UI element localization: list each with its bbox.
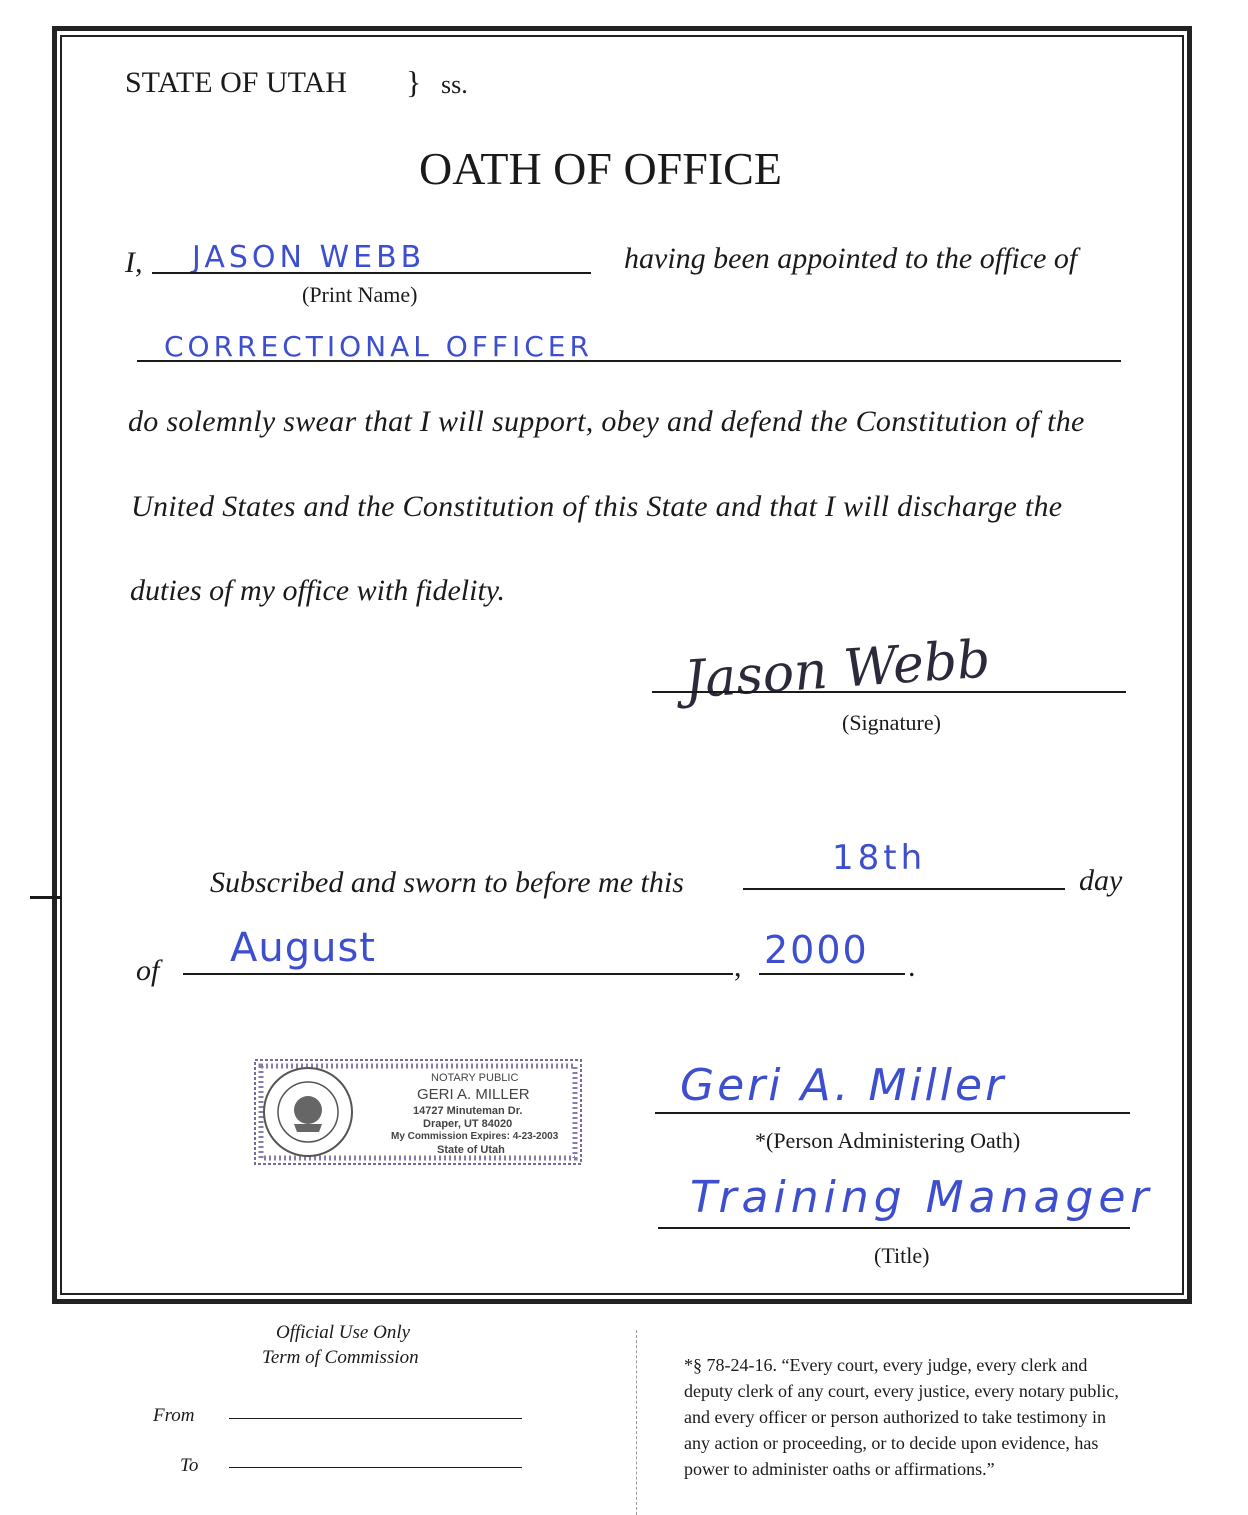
statute-line-4: any action or proceeding, or to decide upon evidence, has xyxy=(684,1433,1099,1453)
from-label: From xyxy=(153,1405,195,1426)
day-line xyxy=(743,888,1065,890)
office-handwritten: CORRECTIONAL OFFICER xyxy=(164,330,593,363)
term-of-commission-heading: Term of Commission xyxy=(262,1347,419,1368)
appointed-text: having been appointed to the office of xyxy=(624,242,1078,275)
oath-line-1: do solemnly swear that I will support, obey and defend the Constitution of the xyxy=(128,405,1085,438)
office-line xyxy=(137,360,1121,362)
margin-mark xyxy=(30,896,62,899)
period: . xyxy=(908,950,916,983)
signature-handwritten: Jason Webb xyxy=(682,629,993,711)
stamp-address: 14727 Minuteman Dr. xyxy=(413,1105,523,1117)
statute-line-5: power to administer oaths or affirmations.” xyxy=(684,1459,995,1479)
oath-line-2: United States and the Constitution of this State and that I will discharge the xyxy=(131,490,1063,523)
i-prefix: I, xyxy=(125,246,143,279)
to-label: To xyxy=(180,1455,199,1476)
stamp-city: Draper, UT 84020 xyxy=(423,1118,513,1130)
of-label: of xyxy=(136,954,160,987)
venue-brace: } xyxy=(406,64,422,100)
administering-signature-handwritten: Geri A. Miller xyxy=(680,1060,1007,1111)
title-line xyxy=(658,1227,1130,1229)
oath-line-3: duties of my office with fidelity. xyxy=(130,574,505,607)
state-heading: STATE OF UTAH xyxy=(125,66,347,99)
year-handwritten: 2000 xyxy=(764,928,869,972)
title-label: (Title) xyxy=(874,1243,930,1268)
statute-line-2: deputy clerk of any court, every justice, every notary public, xyxy=(684,1381,1119,1401)
statute-line-1: *§ 78-24-16. “Every court, every judge, every clerk and xyxy=(684,1355,1088,1375)
notary-stamp xyxy=(253,1058,583,1166)
print-name-label: (Print Name) xyxy=(302,282,418,307)
month-handwritten: August xyxy=(230,925,376,971)
sworn-text: Subscribed and sworn to before me this xyxy=(210,866,684,899)
document-title: OATH OF OFFICE xyxy=(419,143,782,194)
to-line xyxy=(229,1467,522,1468)
title-handwritten: Training Manager xyxy=(690,1172,1154,1223)
section-divider xyxy=(636,1330,637,1515)
stamp-notary-public: NOTARY PUBLIC xyxy=(431,1072,519,1084)
statute-line-3: and every officer or person authorized to take testimony in xyxy=(684,1407,1107,1427)
inner-border xyxy=(60,35,1184,1295)
stamp-commission-expires: My Commission Expires: 4-23-2003 xyxy=(391,1131,559,1142)
name-handwritten: JASON WEBB xyxy=(192,240,426,275)
ss-abbreviation: ss. xyxy=(441,70,468,99)
day-handwritten: 18th xyxy=(832,838,927,878)
administering-line xyxy=(655,1112,1130,1114)
month-line xyxy=(183,973,733,975)
stamp-notary-name: GERI A. MILLER xyxy=(417,1086,530,1103)
year-line xyxy=(759,973,905,975)
day-label: day xyxy=(1079,864,1123,897)
name-line xyxy=(152,272,591,274)
official-use-heading: Official Use Only xyxy=(276,1322,411,1343)
stamp-state: State of Utah xyxy=(437,1144,505,1156)
administering-label: *(Person Administering Oath) xyxy=(755,1128,1021,1153)
signature-line xyxy=(652,691,1126,693)
statute-note xyxy=(684,1352,1214,1482)
signature-label: (Signature) xyxy=(842,710,941,735)
from-line xyxy=(229,1418,522,1419)
comma: , xyxy=(734,950,742,983)
